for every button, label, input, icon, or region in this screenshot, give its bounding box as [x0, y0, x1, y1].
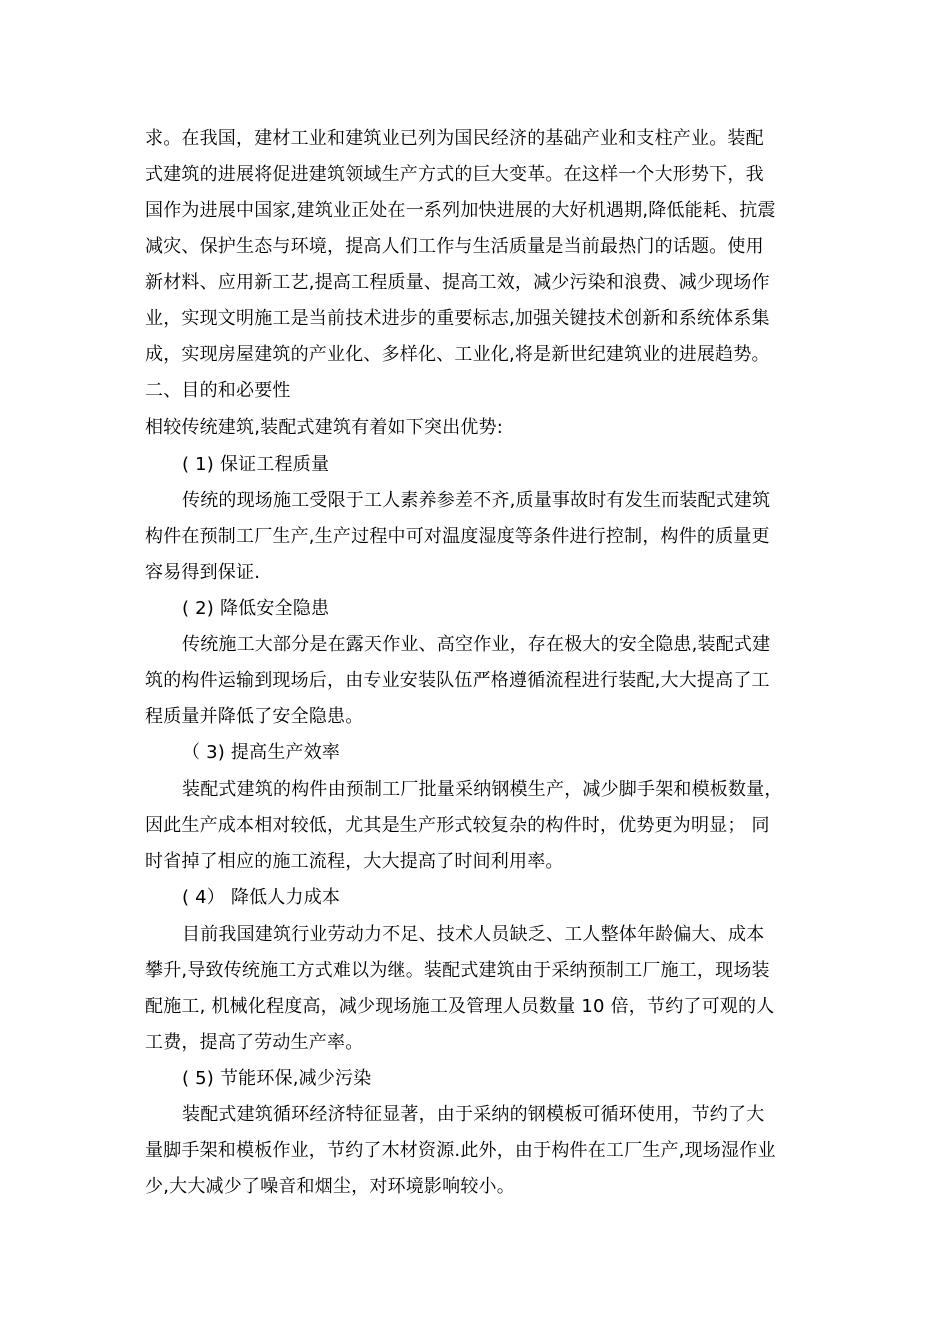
text-line-3: 国作为进展中国家,建筑业正处在一系列加快进展的大好机遇期,降低能耗、抗震	[145, 200, 776, 221]
text-line-30: 少,大大减少了噪音和烟尘，对环境影响较小。	[145, 1176, 515, 1197]
text-line-4: 减灾、保护生态与环境，提高人们工作与生活质量是当前最热门的话题。使用	[145, 236, 764, 257]
text-line-21: 时省掉了相应的施工流程，大大提高了时间利用率。	[145, 851, 564, 872]
text-line-12: 构件在预制工厂生产,生产过程中可对温度湿度等条件进行控制，构件的质量更	[145, 526, 770, 547]
section-heading: 二、目的和必要性	[145, 380, 291, 401]
text-line-23: 目前我国建筑行业劳动力不足、技术人员缺乏、工人整体年龄偏大、成本	[182, 924, 765, 945]
subheading-5: ( 5) 节能环保,减少污染	[182, 1068, 372, 1089]
text-line-15: 传统施工大部分是在露天作业、高空作业，存在极大的安全隐患,装配式建	[182, 634, 771, 655]
text-line-19: 装配式建筑的构件由预制工厂批量采纳钢模生产，减少脚手架和模板数量，	[182, 779, 783, 800]
text-line-2: 式建筑的进展将促进建筑领域生产方式的巨大变革。在这样一个大形势下，我	[145, 164, 764, 185]
text-line-20: 因此生产成本相对较低，尤其是生产形式较复杂的构件时，优势更为明显； 同	[145, 815, 770, 836]
text-line-28: 装配式建筑循环经济特征显著，由于采纳的钢模板可循环使用，节约了大	[182, 1104, 765, 1125]
text-line-29: 量脚手架和模板作业，节约了木材资源.此外，由于构件在工厂生产,现场湿作业	[145, 1140, 776, 1161]
text-line-24: 攀升,导致传统施工方式难以为继。装配式建筑由于采纳预制工厂施工，现场装	[145, 960, 770, 981]
subheading-3: （ 3) 提高生产效率	[182, 742, 341, 763]
subheading-2: ( 2) 降低安全隐患	[182, 598, 330, 619]
text-line-5: 新材料、应用新工艺,提高工程质量、提高工效，减少污染和浪费、减少现场作	[145, 272, 770, 293]
text-line-26: 工费，提高了劳动生产率。	[145, 1032, 364, 1053]
subheading-1: ( 1) 保证工程质量	[182, 454, 330, 475]
subheading-4: ( 4） 降低人力成本	[182, 887, 341, 908]
text-line-7: 成，实现房屋建筑的产业化、多样化、工业化,将是新世纪建筑业的进展趋势。	[145, 344, 770, 365]
text-line-25: 配施工, 机械化程度高，减少现场施工及管理人员数量 10 倍，节约了可观的人	[145, 996, 775, 1017]
text-line-17: 程质量并降低了安全隐患。	[145, 706, 364, 727]
text-line-13: 容易得到保证.	[145, 562, 261, 583]
text-line-9: 相较传统建筑,装配式建筑有着如下突出优势:	[145, 417, 503, 438]
text-line-16: 筑的构件运输到现场后，由专业安装队伍严格遵循流程进行装配,大大提高了工	[145, 670, 770, 691]
text-line-1: 求。在我国，建材工业和建筑业已列为国民经济的基础产业和支柱产业。装配	[145, 128, 764, 149]
text-line-11: 传统的现场施工受限于工人素养参差不齐,质量事故时有发生而装配式建筑	[182, 490, 771, 511]
text-line-6: 业，实现文明施工是当前技术进步的重要标志,加强关键技术创新和系统体系集	[145, 308, 770, 329]
